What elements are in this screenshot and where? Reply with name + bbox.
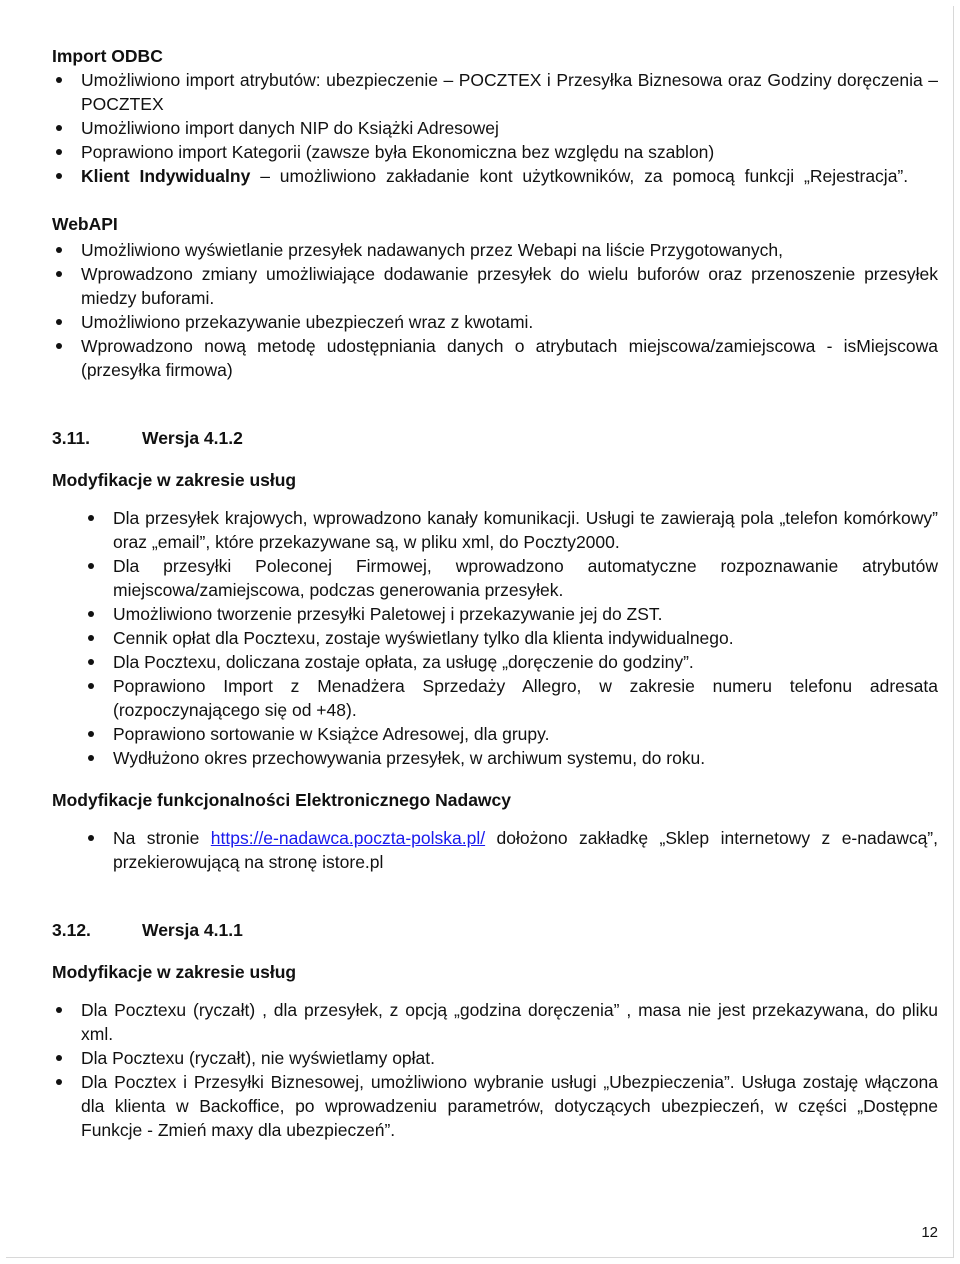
list-item: Poprawiono sortowanie w Książce Adresowej, dla grupy. bbox=[52, 722, 938, 746]
list-item: Dla przesyłek krajowych, wprowadzono kanały komunikacji. Usługi te zawierają pola „telefon komórkowy” oraz „email”, które przekazywane są, w pliku xml, do Poczty2000. bbox=[52, 506, 938, 554]
section-heading-3-11 bbox=[52, 426, 938, 450]
list-item: Dla Pocztexu (ryczałt), nie wyświetlamy opłat. bbox=[52, 1046, 938, 1070]
section-number: 3.11. bbox=[52, 428, 90, 448]
import-odbc-heading: Import ODBC bbox=[52, 46, 163, 66]
list-item: Umożliwiono przekazywanie ubezpieczeń wraz z kwotami. bbox=[52, 310, 938, 334]
services-list bbox=[52, 506, 938, 770]
services-heading: Modyfikacje w zakresie usług bbox=[52, 962, 297, 982]
list-item-text: – umożliwiono zakładanie kont użytkowników, za pomocą funkcji „Rejestracja”. bbox=[250, 166, 909, 186]
e-nadawca-link[interactable]: https://e-nadawca.poczta-polska.pl/ bbox=[210, 828, 486, 848]
webapi-list bbox=[52, 238, 938, 382]
list-item-text: dołożono zakładkę „Sklep internetowy z e-nadawcą”, przekierowującą na stronę istore.pl bbox=[113, 828, 938, 872]
services-heading: Modyfikacje w zakresie usług bbox=[52, 470, 297, 490]
section-number: 3.12. bbox=[52, 920, 91, 940]
list-item: Umożliwiono import atrybutów: ubezpieczenie – POCZTEX i Przesyłka Biznesowa oraz Godziny doręczenia – POCZTEX bbox=[52, 68, 938, 116]
import-odbc-list bbox=[52, 68, 938, 188]
section-title: Wersja 4.1.2 bbox=[142, 428, 243, 448]
list-item bbox=[52, 826, 938, 874]
list-item: Dla przesyłki Poleconej Firmowej, wprowadzono automatyczne rozpoznawanie atrybutów miejscowa/zamiejscowa, podczas generowania przesyłek. bbox=[52, 554, 938, 602]
list-item: Cennik opłat dla Pocztexu, zostaje wyświetlany tylko dla klienta indywidualnego. bbox=[52, 626, 938, 650]
list-item: Wprowadzono zmiany umożliwiające dodawanie przesyłek do wielu buforów oraz przenoszenie przesyłek miedzy buforami. bbox=[52, 262, 938, 310]
klient-indywidualny-bold: Klient Indywidualny bbox=[81, 166, 251, 186]
list-item: Dla Pocztexu (ryczałt) , dla przesyłek, z opcją „godzina doręczenia” , masa nie jest przekazywana, do pliku xml. bbox=[52, 998, 938, 1046]
list-item-text: Na stronie bbox=[113, 828, 211, 848]
page-content bbox=[52, 44, 938, 1142]
list-item bbox=[52, 164, 938, 188]
services-list bbox=[52, 998, 938, 1142]
list-item: Dla Pocztexu, doliczana zostaje opłata, za usługę „doręczenie do godziny”. bbox=[52, 650, 938, 674]
page-number: 12 bbox=[921, 1224, 938, 1241]
section-title: Wersja 4.1.1 bbox=[142, 920, 243, 940]
list-item: Poprawiono import Kategorii (zawsze była Ekonomiczna bez względu na szablon) bbox=[52, 140, 938, 164]
list-item: Umożliwiono tworzenie przesyłki Paletowej i przekazywanie jej do ZST. bbox=[52, 602, 938, 626]
list-item: Wprowadzono nową metodę udostępniania danych o atrybutach miejscowa/zamiejscowa - isMiejscowa (przesyłka firmowa) bbox=[52, 334, 938, 382]
list-item: Dla Pocztex i Przesyłki Biznesowej, umożliwiono wybranie usługi „Ubezpieczenia”. Usługa zostaję włączona dla klienta w Backoffice, po wprowadzeniu parametrów, dotyczących ubezpieczeń, w części „Dostępne Funkcje - Zmień maxy dla ubezpieczeń”. bbox=[52, 1070, 938, 1142]
e-nadawca-heading: Modyfikacje funkcjonalności Elektronicznego Nadawcy bbox=[52, 790, 512, 810]
list-item: Poprawiono Import z Menadżera Sprzedaży Allegro, w zakresie numeru telefonu adresata (rozpoczynającego się od +48). bbox=[52, 674, 938, 722]
list-item: Wydłużono okres przechowywania przesyłek, w archiwum systemu, do roku. bbox=[52, 746, 938, 770]
list-item: Umożliwiono wyświetlanie przesyłek nadawanych przez Webapi na liście Przygotowanych, bbox=[52, 238, 938, 262]
e-nadawca-list bbox=[52, 826, 938, 874]
list-item: Umożliwiono import danych NIP do Książki Adresowej bbox=[52, 116, 938, 140]
webapi-heading: WebAPI bbox=[52, 214, 118, 234]
section-heading-3-12 bbox=[52, 918, 938, 942]
